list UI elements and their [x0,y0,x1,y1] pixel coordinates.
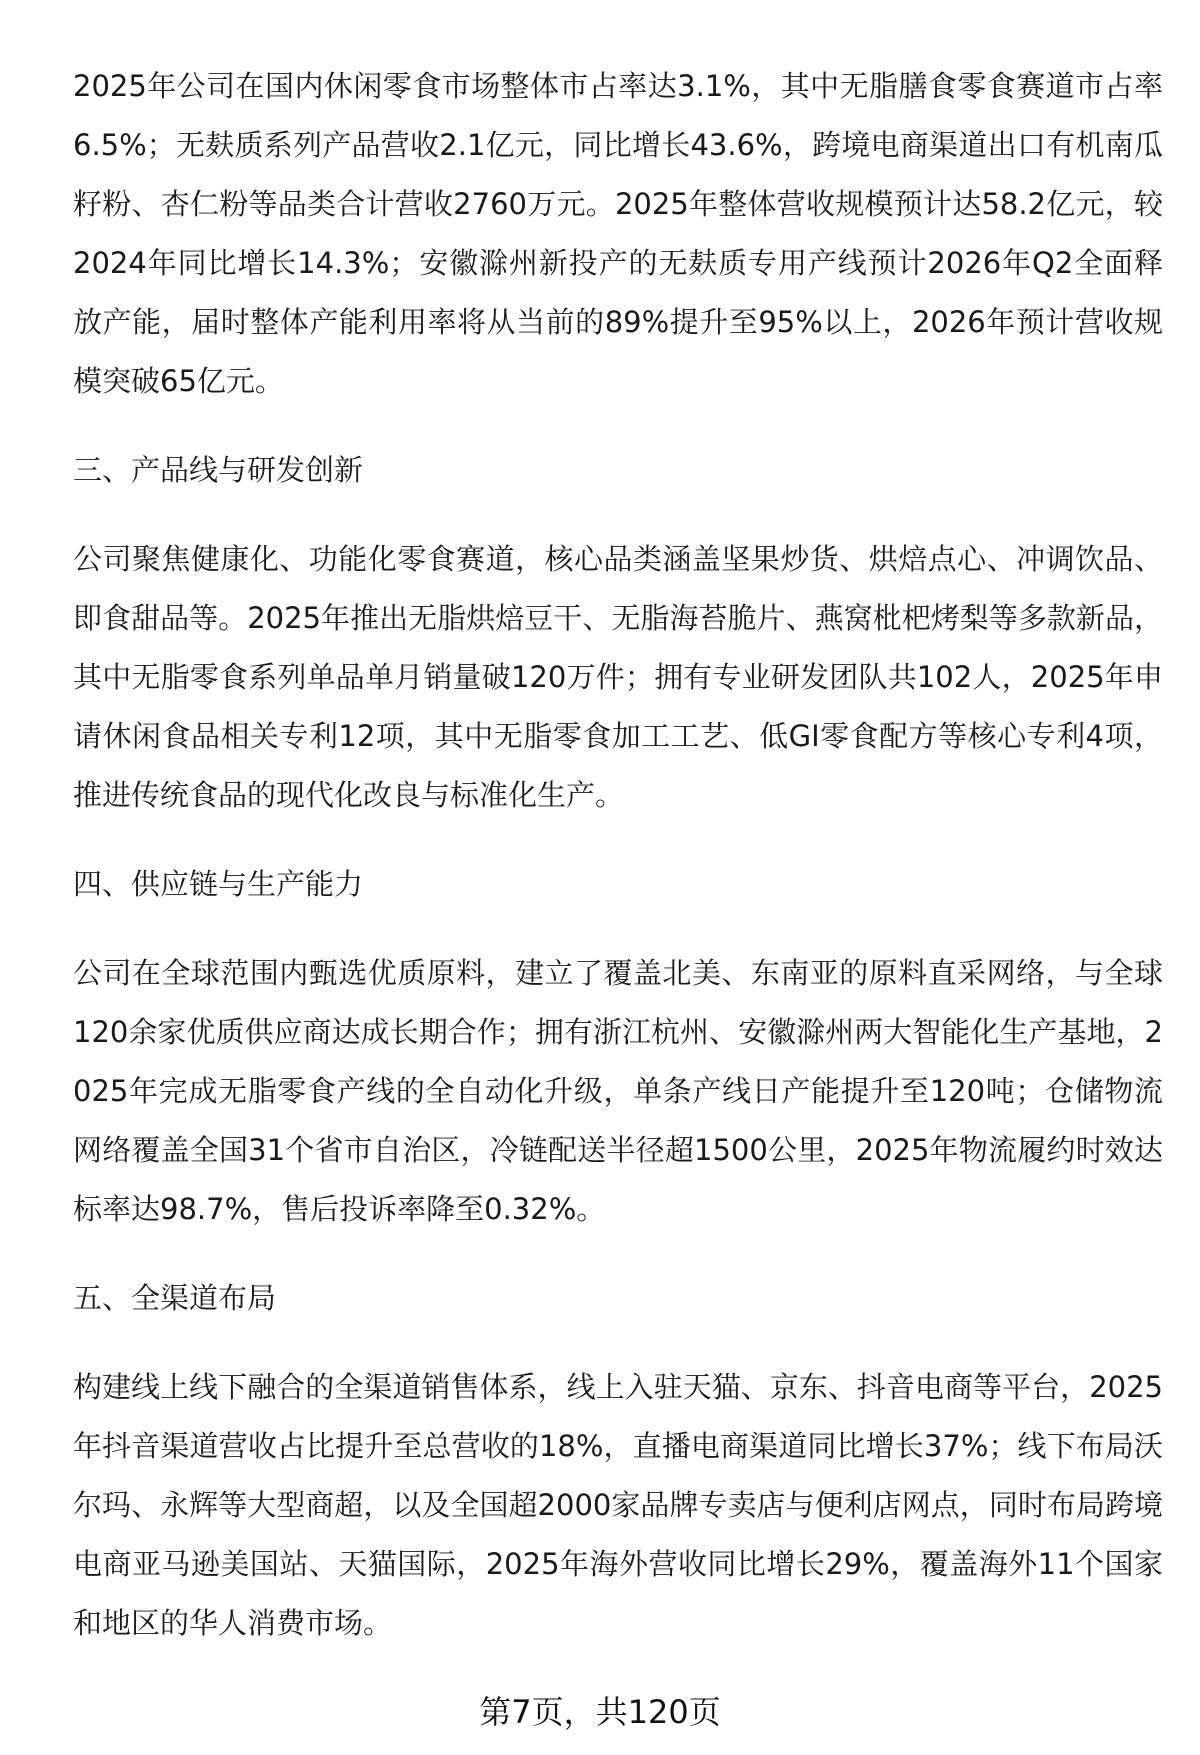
document-body [73,57,1163,1653]
spacer [73,1239,1163,1269]
spacer [73,1328,1163,1358]
paragraph-supply-chain: 公司在全球范围内甄选优质原料，建立了覆盖北美、东南亚的原料直采网络，与全球120余家优质供应商达成长期合作；拥有浙江杭州、安徽滁州两大智能化生产基地，2025年完成无脂零食产线的全自动化升级，单条产线日产能提升至120吨；仓储物流网络覆盖全国31个省市自治区，冷链配送半径超1500公里，2025年物流履约时效达标率达98.7%，售后投诉率降至0.32%。 [73,956,1163,1226]
spacer [73,914,1163,944]
spacer [73,825,1163,855]
section-heading-supply-chain: 四、供应链与生产能力 [73,867,364,901]
paragraph-market-share: 2025年公司在国内休闲零食市场整体市占率达3.1%，其中无脂膳食零食赛道市占率6.5%；无麸质系列产品营收2.1亿元，同比增长43.6%，跨境电商渠道出口有机南瓜籽粉、杏仁粉等品类合计营收2760万元。2025年整体营收规模预计达58.2亿元，较2024年同比增长14.3%；安徽滁州新投产的无麸质专用产线预计2026年Q2全面释放产能，届时整体产能利用率将从当前的89%提升至95%以上，2026年预计营收规模突破65亿元。 [73,69,1163,398]
paragraph-channels: 构建线上线下融合的全渠道销售体系，线上入驻天猫、京东、抖音电商等平台，2025年抖音渠道营收占比提升至总营收的18%，直播电商渠道同比增长37%；线下布局沃尔玛、永辉等大型商超，以及全国超2000家品牌专卖店与便利店网点，同时布局跨境电商亚马逊美国站、天猫国际，2025年海外营收同比增长29%，覆盖海外11个国家和地区的华人消费市场。 [73,1370,1163,1640]
paragraph-products: 公司聚焦健康化、功能化零食赛道，核心品类涵盖坚果炒货、烘焙点心、冲调饮品、即食甜品等。2025年推出无脂烘焙豆干、无脂海苔脆片、燕窝枇杷烤梨等多款新品，其中无脂零食系列单品单月销量破120万件；拥有专业研发团队共102人，2025年申请休闲食品相关专利12项，其中无脂零食加工工艺、低GI零食配方等核心专利4项，推进传统食品的现代化改良与标准化生产。 [73,542,1163,812]
section-heading-channels: 五、全渠道布局 [73,1281,277,1315]
spacer [73,500,1163,530]
spacer [73,411,1163,441]
section-heading-products: 三、产品线与研发创新 [73,453,364,487]
page-number: 第7页，共120页 [479,1693,721,1731]
